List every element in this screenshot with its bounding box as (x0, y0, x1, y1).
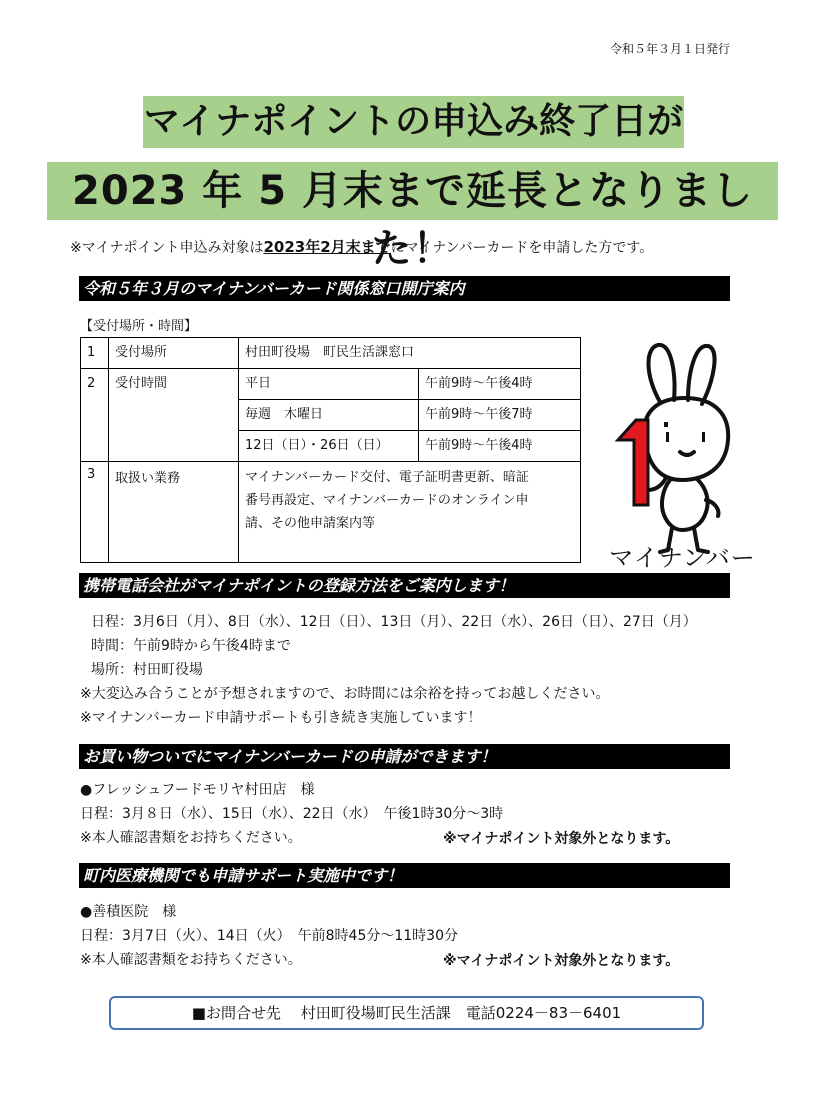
table-row (81, 369, 581, 400)
section2-place: 場所：村田町役場 (91, 662, 203, 678)
section3-id-note: ※本人確認書類をお持ちください。 (80, 830, 302, 846)
section4-clinic: ●善積医院 様 (80, 904, 177, 920)
row-number: 3 (81, 462, 109, 563)
section2-note-support: ※マイナンバーカード申請サポートも引き続き実施しています！ (80, 710, 482, 726)
section3-schedule: 日程：3月８日（水）、15日（水）、22日（水） 午後1時30分～3時 (80, 806, 504, 822)
time-cell: 午前9時～午後4時 (419, 431, 581, 462)
section2-header: 携帯電話会社がマイナポイントの登録方法をご案内します！ (79, 573, 730, 598)
section4-id-note: ※本人確認書類をお持ちください。 (80, 952, 302, 968)
section3-header: お買い物ついでにマイナンバーカードの申請ができます！ (79, 744, 730, 769)
eligibility-deadline: 2023年2月末まで (263, 238, 391, 256)
section1-header: 令和５年３月のマイナンバーカード関係窓口開庁案内 (79, 276, 730, 301)
section2-schedule: 日程：3月6日（月）、8日（水）、12日（日）、13日（月）、22日（水）、26日（日）、27日（月） (91, 614, 697, 630)
row-number: 2 (81, 369, 109, 462)
time-cell: 午前9時～午後7時 (419, 400, 581, 431)
eligibility-note (70, 236, 653, 257)
table-caption: 【受付場所・時間】 (80, 319, 198, 334)
section4-header: 町内医療機関でも申請サポート実施中です！ (79, 863, 730, 888)
eligibility-suffix: にマイナンバーカードを申請した方です。 (390, 240, 654, 256)
table-row (81, 462, 581, 563)
duty-line: 番号再設定、マイナンバーカードのオンライン申 (245, 493, 529, 508)
table-row (81, 338, 581, 369)
row-value (239, 462, 581, 563)
row-item: 受付場所 (109, 338, 239, 369)
time-cell: 午前9時～午後4時 (419, 369, 581, 400)
row-value: 村田町役場 町民生活課窓口 (239, 338, 581, 369)
mynumber-mascot (590, 340, 775, 570)
row-item: 受付時間 (109, 369, 239, 462)
day-cell: 毎週 木曜日 (239, 400, 419, 431)
day-cell: 12日（日）・26日（日） (239, 431, 419, 462)
issue-date: 令和５年３月１日発行 (609, 42, 730, 56)
duty-line: 請、その他申請案内等 (245, 516, 376, 531)
section2-time: 時間：午前9時から午後4時まで (91, 638, 291, 654)
eligibility-prefix: ※マイナポイント申込み対象は (70, 240, 264, 256)
title-line-2: 2023 年 5 月末まで延長となりました！ (47, 162, 778, 220)
day-cell: 平日 (239, 369, 419, 400)
office-hours-table (80, 337, 581, 563)
section4-schedule: 日程：3月7日（火）、14日（火） 午前8時45分～11時30分 (80, 928, 458, 944)
section3-store: ●フレッシュフードモリヤ村田店 様 (80, 782, 315, 798)
section2-note-crowded: ※大変込み合うことが予想されますので、お時間には余裕を持ってお越しください。 (80, 686, 610, 702)
title-line-1: マイナポイントの申込み終了日が (143, 96, 684, 148)
row-number: 1 (81, 338, 109, 369)
section3-excluded-note: ※マイナポイント対象外となります。 (443, 831, 680, 847)
contact-box: ■お問合せ先 村田町役場町民生活課 電話0224－83－6401 (109, 996, 704, 1030)
section4-excluded-note: ※マイナポイント対象外となります。 (443, 953, 680, 969)
mascot-label: マイナンバー (609, 544, 756, 572)
row-item: 取扱い業務 (109, 462, 239, 563)
rabbit-mascot-icon (590, 340, 775, 570)
duty-line: マイナンバーカード交付、電子証明書更新、暗証 (245, 470, 529, 485)
